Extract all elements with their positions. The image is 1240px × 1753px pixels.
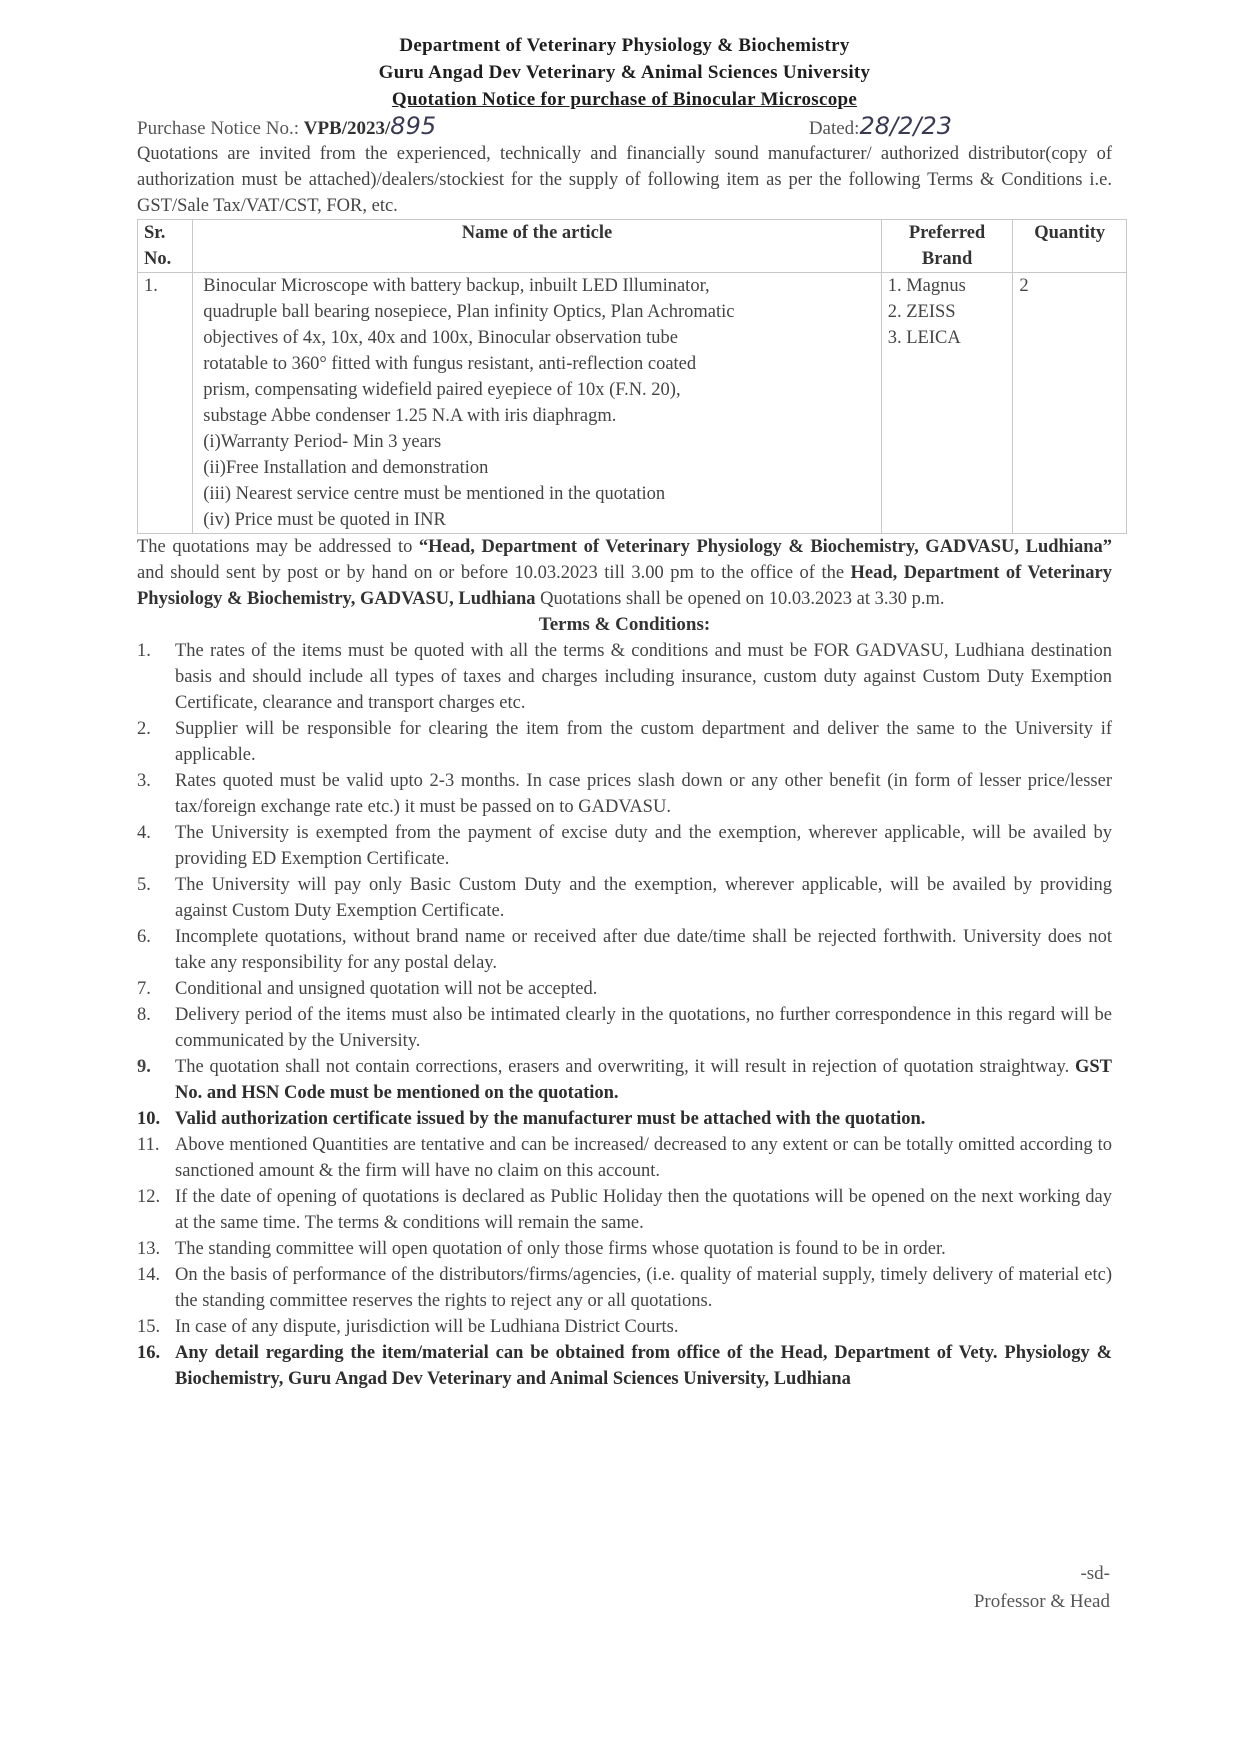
article-cell — [193, 273, 881, 534]
term-item: 7. Conditional and unsigned quotation will not be accepted. — [137, 979, 598, 999]
terms-title: Terms & Conditions: — [538, 614, 711, 635]
terms-list — [137, 638, 1112, 1392]
signature-sd: -sd- — [1080, 1563, 1110, 1584]
article-line: (ii)Free Installation and demonstration — [203, 458, 489, 478]
article-line: quadruple ball bearing nosepiece, Plan infinity Optics, Plan Achromatic — [203, 302, 735, 322]
department-title: Department of Veterinary Physiology & Biochemistry — [399, 35, 850, 56]
term-item: 12. If the date of opening of quotations is declared as Public Holiday then the quotations will be opened on the next working day at the same time. The terms & conditions will remain the same. — [137, 1187, 1112, 1233]
term-item: 8. Delivery period of the items must also be intimated clearly in the quotations, no further correspondence in this regard will be communicated by the University. — [137, 1005, 1112, 1051]
term-item: 13. The standing committee will open quotation of only those firms whose quotation is found to be in order. — [137, 1239, 946, 1259]
brand-item: 2. ZEISS — [887, 302, 956, 322]
article-line: (i)Warranty Period- Min 3 years — [203, 432, 442, 452]
term-item: 11. Above mentioned Quantities are tentative and can be increased/ decreased to any extent or can be totally omitted according to sanctioned amount & the firm will have no claim on this account. — [137, 1135, 1112, 1181]
term-item: 14. On the basis of performance of the distributors/firms/agencies, (i.e. quality of material supply, timely delivery of material etc) the standing committee reserves the rights to reject any or all quotations. — [137, 1265, 1112, 1311]
brand-cell — [881, 273, 1013, 534]
handwritten-notice-number: 895 — [390, 112, 437, 140]
university-title: Guru Angad Dev Veterinary & Animal Sciences University — [378, 62, 871, 83]
intro-paragraph: Quotations are invited from the experienced, technically and financially sound manufacturer/ authorized distributor(copy of authorization must be attached)/dealers/stockiest for the supply of following item as per the following Terms & Conditions i.e. GST/Sale Tax/VAT/CST, FOR, etc. — [137, 144, 1112, 216]
term-item: 2. Supplier will be responsible for clearing the item from the custom department and deliver the same to the University if applicable. — [137, 719, 1112, 765]
brand-item: 1. Magnus — [887, 276, 966, 296]
term-item: 10. Valid authorization certificate issued by the manufacturer must be attached with the quotation. — [137, 1109, 926, 1129]
signature-block — [974, 1560, 1110, 1616]
address-bold-office: Head, Department of Veterinary Physiology & Biochemistry, GADVASU, Ludhiana — [137, 563, 1112, 609]
article-line: rotatable to 360° fitted with fungus resistant, anti-reflection coated — [203, 354, 697, 374]
purchase-notice — [137, 114, 436, 141]
table-row — [138, 273, 1127, 534]
sr-no-cell: 1. — [138, 273, 193, 534]
purchase-notice-label: Purchase Notice No.: — [137, 118, 299, 139]
article-line: objectives of 4x, 10x, 40x and 100x, Binocular observation tube — [203, 328, 679, 348]
items-table — [137, 219, 1127, 534]
article-line: substage Abbe condenser 1.25 N.A with iris diaphragm. — [203, 406, 617, 426]
article-line: (iii) Nearest service centre must be mentioned in the quotation — [203, 484, 666, 504]
signatory-title: Professor & Head — [973, 1591, 1110, 1612]
quantity-cell: 2 — [1013, 273, 1127, 534]
brand-header: Preferred Brand — [881, 220, 1013, 273]
purchase-notice-number: VPB/2023/ — [303, 118, 391, 139]
table-header-row — [138, 220, 1127, 273]
term-item: 1. The rates of the items must be quoted with all the terms & conditions and must be FOR GADVASU, Ludhiana destination basis and should include all types of taxes and charges including insurance, custom duty against Custom Duty Exemption Certificate, clearance and transport charges etc. — [137, 641, 1112, 713]
notice-title: Quotation Notice for purchase of Binocular Microscope — [391, 89, 858, 110]
brand-item: 3. LEICA — [887, 328, 961, 348]
handwritten-date: 28/2/23 — [859, 112, 952, 140]
term-item: 3. Rates quoted must be valid upto 2-3 months. In case prices slash down or any other benefit (in form of lesser price/lesser tax/foreign exchange rate etc.) it must be passed on to GADVASU. — [137, 771, 1112, 817]
article-header: Name of the article — [193, 220, 881, 273]
article-line: Binocular Microscope with battery backup, inbuilt LED Illuminator, — [203, 276, 710, 296]
term-item: 4. The University is exempted from the payment of excise duty and the exemption, wherever applicable, will be availed by providing ED Exemption Certificate. — [137, 823, 1112, 869]
article-line: (iv) Price must be quoted in INR — [203, 510, 446, 530]
address-paragraph: The quotations may be addressed to “Head, Department of Veterinary Physiology & Biochemistry, GADVASU, Ludhiana” and should sent by post or by hand on or before 10.03.2023 till 3.00 pm to the office of the Head, Department of Veterinary Physiology & Biochemistry, GADVASU, Ludhiana Quotations shall be opened on 10.03.2023 at 3.30 p.m. — [137, 537, 1112, 609]
quantity-header: Quantity — [1013, 220, 1127, 273]
term-item: 15. In case of any dispute, jurisdiction will be Ludhiana District Courts. — [137, 1317, 679, 1337]
gst-hsn-note: GST No. and HSN Code must be mentioned on the quotation. — [175, 1057, 1112, 1103]
dated-label: Dated: — [808, 118, 860, 139]
term-item: 16. Any detail regarding the item/material can be obtained from office of the Head, Department of Vety. Physiology & Biochemistry, Guru Angad Dev Veterinary and Animal Sciences University, Ludhiana — [137, 1343, 1112, 1389]
term-item: 5. The University will pay only Basic Custom Duty and the exemption, wherever applicable, will be availed by providing against Custom Duty Exemption Certificate. — [137, 875, 1112, 921]
notice-date — [809, 114, 952, 141]
term-item: 9. The quotation shall not contain corrections, erasers and overwriting, it will result in rejection of quotation straightway. GST No. and HSN Code must be mentioned on the quotation. — [137, 1057, 1112, 1103]
term-item: 6. Incomplete quotations, without brand name or received after due date/time shall be rejected forthwith. University does not take any responsibility for any postal delay. — [137, 927, 1112, 973]
article-line: prism, compensating widefield paired eyepiece of 10x (F.N. 20), — [203, 380, 681, 400]
notice-number-row — [137, 114, 1112, 141]
sr-no-header: Sr. No. — [138, 220, 193, 273]
address-bold-head: “Head, Department of Veterinary Physiology & Biochemistry, GADVASU, Ludhiana” — [418, 537, 1112, 557]
